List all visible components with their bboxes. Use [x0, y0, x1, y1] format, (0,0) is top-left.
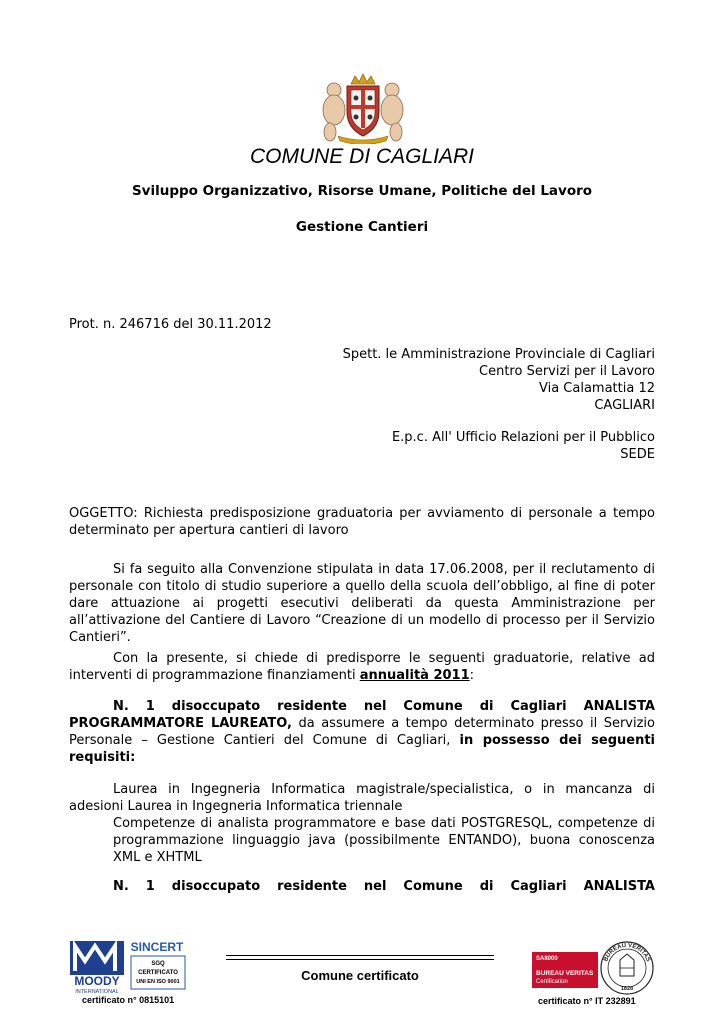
- certified-municipality-label: Comune certificato: [301, 968, 419, 983]
- subject-line: OGGETTO: Richiesta predisposizione graduatoria per avviamento di personale a tempo determinato per apertura cantieri di lavoro: [69, 506, 655, 538]
- cc-line: SEDE: [620, 447, 655, 462]
- moody-sincert-logo: [68, 937, 193, 1007]
- cc-address: [392, 429, 655, 463]
- seal-year: 1828: [620, 986, 634, 992]
- paragraph-end: :: [469, 668, 475, 683]
- position-title: N. 1 disoccupato residente nel Comune di Cagliari ANALISTA: [113, 879, 655, 894]
- city-crest-logo: [318, 72, 408, 144]
- bv-name: BUREAU VERITAS: [536, 970, 594, 977]
- bv-sub: Certification: [536, 979, 568, 985]
- recipient-address: [343, 346, 655, 414]
- requirements-intro: in possesso dei seguenti requisiti:: [69, 733, 655, 765]
- sgq-line: CERTIFICATO: [138, 970, 178, 976]
- sgq-line: UNI EN ISO 9001: [136, 979, 180, 985]
- paragraph-text: Con la presente, si chiede di predisporre le seguenti graduatorie, relative ad interventi di programmazione finanziamenti: [69, 651, 655, 683]
- page-title: COMUNE DI CAGLIARI: [249, 145, 475, 168]
- recipient-line: CAGLIARI: [594, 398, 655, 413]
- recipient-line: Via Calamattia 12: [538, 381, 655, 396]
- body-paragraph: Si fa seguito alla Convenzione stipulata in data 17.06.2008, per il reclutamento di personale con titolo di studio superiore a quello della scuola dell’obbligo, al fine di poter dare attuazione ai progetti esecutivi deliberati da questa Amministrazione per all’attivazione del Cantiere di Lavoro “Creazione di un modello di processo per il Servizio Cantieri”.: [69, 562, 655, 645]
- department-name: Sviluppo Organizzativo, Risorse Umane, Politiche del Lavoro: [131, 183, 593, 199]
- recipient-line: Spett. le Amministrazione Provinciale di Cagliari: [342, 347, 655, 362]
- left-certificate-caption: certificato n° 0815101: [82, 995, 175, 1005]
- position-text: da assumere a tempo determinato presso il Servizio Personale – Gestione Cantieri del Comune di Cagliari,: [69, 716, 655, 748]
- funding-year: annualità 2011: [359, 668, 470, 683]
- cc-line: E.p.c. All' Ufficio Relazioni per il Pubblico: [391, 430, 655, 445]
- recipient-line: Centro Servizi per il Lavoro: [479, 364, 655, 379]
- moody-brand: MOODY: [74, 974, 120, 988]
- bureau-veritas-logo: [532, 938, 656, 1008]
- right-certificate-caption: certificato n° IT 232891: [538, 996, 636, 1006]
- requirement-item: Laurea in Ingegneria Informatica magistrale/specialistica, o in mancanza di adesioni Laurea in Ingegneria Informatica triennale: [69, 782, 655, 814]
- body-paragraph: [69, 650, 655, 684]
- unit-name: Gestione Cantieri: [295, 219, 429, 235]
- footer-divider: [226, 959, 494, 960]
- seal-text: BUREAU VERITAS: [603, 942, 651, 963]
- sgq-line: SGQ: [151, 961, 165, 967]
- requirement-item: Competenze di analista programmatore e base dati POSTGRESQL, competenze di programmazione linguaggio java (possibilmente ENTANDO), buona conoscenza XML e XHTML: [113, 816, 655, 865]
- sa8000-label: SA8000: [536, 956, 558, 962]
- position-description: [69, 698, 655, 766]
- protocol-number: Prot. n. 246716 del 30.11.2012: [69, 317, 272, 332]
- moody-brand-sub: INTERNATIONAL: [75, 989, 119, 995]
- sincert-label: SINCERT: [130, 940, 184, 954]
- position-title: N. 1 disoccupato residente nel Comune di Cagliari ANALISTA PROGRAMMATORE LAUREATO,: [69, 699, 655, 731]
- footer-divider: [226, 955, 494, 956]
